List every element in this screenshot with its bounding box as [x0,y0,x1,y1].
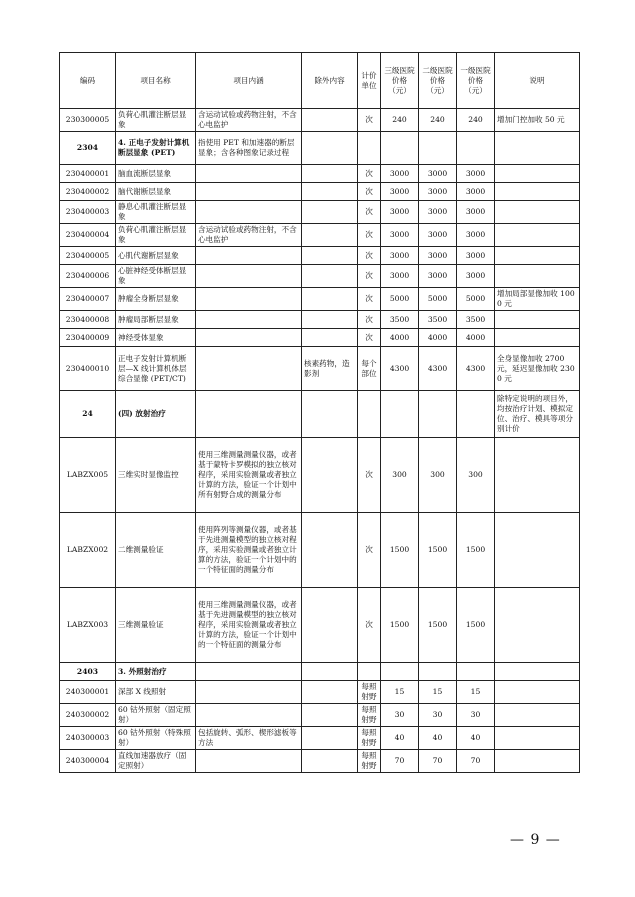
price-tier2: 3000 [419,165,457,183]
item-name: 负荷心肌灌注断层显象 [116,109,196,132]
price-tier1: 4000 [457,329,495,347]
item-unit: 每照射野 [358,681,381,704]
table-row [60,224,580,247]
price-tier3: 4300 [381,347,419,391]
item-name: 神经受体显象 [116,329,196,347]
item-name: (四) 放射治疗 [116,391,196,438]
item-note [495,513,580,588]
price-tier3: 3500 [381,311,419,329]
item-content: 指使用 PET 和加速器的断层显象；含各种图象记录过程 [196,132,302,165]
item-code: 230400005 [60,247,116,265]
table-row [60,704,580,727]
price-tier1: 30 [457,704,495,727]
item-content [196,391,302,438]
table-row [60,311,580,329]
header-code: 编码 [60,53,116,109]
item-note [495,750,580,773]
item-note [495,183,580,201]
price-tier3 [381,663,419,681]
item-exclusions [302,391,358,438]
price-tier3: 3000 [381,224,419,247]
price-tier1: 70 [457,750,495,773]
item-exclusions [302,588,358,663]
item-name: 三维实时显像监控 [116,438,196,513]
price-tier1 [457,391,495,438]
header-note: 说明 [495,53,580,109]
price-tier2: 300 [419,438,457,513]
item-exclusions [302,681,358,704]
price-tier1: 40 [457,727,495,750]
price-tier2: 3000 [419,265,457,288]
price-tier3: 70 [381,750,419,773]
table-row [60,183,580,201]
price-tier1: 1500 [457,513,495,588]
item-name: 60 钴外照射（特殊照射） [116,727,196,750]
item-code: 230400003 [60,201,116,224]
table-row [60,750,580,773]
price-tier3: 30 [381,704,419,727]
price-tier2: 70 [419,750,457,773]
price-tier3: 1500 [381,513,419,588]
header-unit: 计价单位 [358,53,381,109]
table-row [60,588,580,663]
item-content [196,750,302,773]
table-row [60,681,580,704]
item-note [495,265,580,288]
table-row [60,201,580,224]
item-unit [358,391,381,438]
table-row [60,165,580,183]
price-tier1: 3000 [457,247,495,265]
price-tier1: 240 [457,109,495,132]
item-code: LABZX002 [60,513,116,588]
item-exclusions [302,704,358,727]
price-tier2: 4300 [419,347,457,391]
price-tier3 [381,132,419,165]
item-unit: 次 [358,329,381,347]
section-row [60,132,580,165]
price-tier3: 3000 [381,183,419,201]
item-code: 240300001 [60,681,116,704]
item-content [196,165,302,183]
item-name: 心肌代谢断层显象 [116,247,196,265]
price-tier2: 3000 [419,247,457,265]
price-tier2: 5000 [419,288,457,311]
item-note [495,588,580,663]
item-note: 增加局部显像加收 1000 元 [495,288,580,311]
item-code: 240300004 [60,750,116,773]
item-exclusions [302,183,358,201]
header-price-tier3: 三级医院价格（元） [381,53,419,109]
item-code: 230400007 [60,288,116,311]
table-row [60,727,580,750]
item-content: 含运动试验或药物注射，不含心电监护 [196,109,302,132]
table-row [60,347,580,391]
item-unit: 每照射野 [358,704,381,727]
price-tier2: 3000 [419,183,457,201]
item-content [196,247,302,265]
price-tier2: 3500 [419,311,457,329]
price-tier1: 3000 [457,165,495,183]
item-note [495,201,580,224]
price-tier1 [457,132,495,165]
section-row [60,391,580,438]
price-tier1: 15 [457,681,495,704]
table-row [60,247,580,265]
item-name: 4. 正电子发射计算机断层显象 (PET) [116,132,196,165]
table-row [60,109,580,132]
item-note [495,663,580,681]
item-exclusions [302,727,358,750]
price-tier1: 3500 [457,311,495,329]
item-unit: 次 [358,165,381,183]
price-tier2: 1500 [419,513,457,588]
item-content [196,265,302,288]
item-exclusions [302,247,358,265]
price-tier3 [381,391,419,438]
price-tier2: 30 [419,704,457,727]
item-content [196,681,302,704]
price-tier2 [419,132,457,165]
item-name: 3. 外照射治疗 [116,663,196,681]
item-code: 2403 [60,663,116,681]
table-row [60,265,580,288]
item-unit: 次 [358,224,381,247]
table-row [60,329,580,347]
item-content: 含运动试验或药物注射，不含心电监护 [196,224,302,247]
item-code: 240300002 [60,704,116,727]
item-code: 240300003 [60,727,116,750]
item-unit: 次 [358,288,381,311]
item-content [196,201,302,224]
item-code: 230400008 [60,311,116,329]
item-unit: 次 [358,183,381,201]
item-exclusions [302,201,358,224]
price-tier3: 3000 [381,247,419,265]
price-tier3: 1500 [381,588,419,663]
price-tier1: 3000 [457,201,495,224]
table-row [60,438,580,513]
item-name: 肿瘤局部断层显象 [116,311,196,329]
item-note: 增加门控加收 50 元 [495,109,580,132]
item-exclusions [302,109,358,132]
item-note [495,247,580,265]
price-tier2: 3000 [419,201,457,224]
price-tier2: 240 [419,109,457,132]
item-unit: 次 [358,109,381,132]
table-row [60,513,580,588]
item-exclusions [302,663,358,681]
item-content [196,347,302,391]
price-tier3: 3000 [381,201,419,224]
price-tier1: 300 [457,438,495,513]
item-name: 直线加速器放疗（固定照射） [116,750,196,773]
price-tier3: 3000 [381,165,419,183]
item-note: 全身显像加收 2700 元，延迟显像加收 2300 元 [495,347,580,391]
item-code: 24 [60,391,116,438]
section-row [60,663,580,681]
item-code: 230400010 [60,347,116,391]
item-unit: 每照射野 [358,727,381,750]
item-exclusions [302,165,358,183]
price-tier3: 40 [381,727,419,750]
item-unit: 次 [358,588,381,663]
price-tier2 [419,391,457,438]
price-tier1: 3000 [457,183,495,201]
item-unit: 次 [358,311,381,329]
item-unit: 每个部位 [358,347,381,391]
item-code: LABZX003 [60,588,116,663]
header-price-tier1: 一级医院价格（元） [457,53,495,109]
item-unit: 次 [358,201,381,224]
price-tier1: 3000 [457,265,495,288]
item-name: 二维测量验证 [116,513,196,588]
item-exclusions [302,329,358,347]
item-content [196,663,302,681]
price-tier3: 4000 [381,329,419,347]
item-content [196,183,302,201]
header-content: 项目内涵 [196,53,302,109]
item-content [196,311,302,329]
price-tier1: 4300 [457,347,495,391]
item-name: 60 钴外照射（固定照射） [116,704,196,727]
price-tier2: 4000 [419,329,457,347]
item-exclusions: 核素药物，造影剂 [302,347,358,391]
item-content: 使用三维测量测量仪器，或者基于先进测量模型的独立核对程序，采用实验测量或者独立计算的方法，验证一个计划中的一个特征面的测量分布 [196,588,302,663]
item-note [495,132,580,165]
item-unit: 次 [358,513,381,588]
header-row [60,53,580,109]
item-exclusions [302,288,358,311]
fee-schedule-table [59,52,580,773]
price-tier3: 3000 [381,265,419,288]
item-unit [358,132,381,165]
item-note [495,438,580,513]
item-code: LABZX005 [60,438,116,513]
price-tier1: 1500 [457,588,495,663]
item-code: 230400001 [60,165,116,183]
item-name: 心脏神经受体断层显象 [116,265,196,288]
item-exclusions [302,265,358,288]
item-exclusions [302,224,358,247]
price-tier3: 15 [381,681,419,704]
price-tier1 [457,663,495,681]
price-tier2: 1500 [419,588,457,663]
header-price-tier2: 二级医院价格（元） [419,53,457,109]
price-tier2: 15 [419,681,457,704]
item-note [495,165,580,183]
price-tier1: 5000 [457,288,495,311]
item-code: 230400009 [60,329,116,347]
item-exclusions [302,750,358,773]
item-unit: 次 [358,265,381,288]
item-note: 除特定说明的项目外，均按治疗计划、模拟定位、治疗、模具等项分别计价 [495,391,580,438]
item-content [196,329,302,347]
header-name: 项目名称 [116,53,196,109]
item-name: 负荷心肌灌注断层显象 [116,224,196,247]
item-name: 静息心肌灌注断层显象 [116,201,196,224]
item-unit: 每照射野 [358,750,381,773]
item-content: 使用三维测量测量仪器，或者基于蒙特卡罗模拟的独立核对程序，采用实验测量或者独立计算的方法，验证一个计划中所有射野合成的测量分布 [196,438,302,513]
item-note [495,681,580,704]
item-content: 包括旋转、弧形、楔形滤板等方法 [196,727,302,750]
item-note [495,727,580,750]
price-tier1: 3000 [457,224,495,247]
price-tier3: 5000 [381,288,419,311]
item-note [495,311,580,329]
item-note [495,329,580,347]
item-exclusions [302,132,358,165]
item-name: 深部 X 线照射 [116,681,196,704]
item-name: 肿瘤全身断层显象 [116,288,196,311]
item-name: 三维测量验证 [116,588,196,663]
item-unit: 次 [358,438,381,513]
item-exclusions [302,311,358,329]
price-tier2 [419,663,457,681]
item-name: 正电子发射计算机断层—X 线计算机体层综合显像 (PET/CT) [116,347,196,391]
item-content: 使用阵列等测量仪器，或者基于先进测量模型的独立核对程序，采用实验测量或者独立计算的方法，验证一个计划中的一个特征面的测量分布 [196,513,302,588]
item-code: 230400006 [60,265,116,288]
header-exclusions: 除外内容 [302,53,358,109]
price-tier3: 300 [381,438,419,513]
item-code: 230300005 [60,109,116,132]
price-tier2: 40 [419,727,457,750]
item-exclusions [302,438,358,513]
item-code: 2304 [60,132,116,165]
item-unit [358,663,381,681]
item-exclusions [302,513,358,588]
table-row [60,288,580,311]
item-name: 脑血流断层显象 [116,165,196,183]
item-code: 230400002 [60,183,116,201]
item-content [196,288,302,311]
price-tier3: 240 [381,109,419,132]
item-note [495,704,580,727]
item-code: 230400004 [60,224,116,247]
item-unit: 次 [358,247,381,265]
item-content [196,704,302,727]
item-name: 脑代谢断层显象 [116,183,196,201]
price-tier2: 3000 [419,224,457,247]
item-note [495,224,580,247]
page-number: — 9 — [510,832,561,848]
